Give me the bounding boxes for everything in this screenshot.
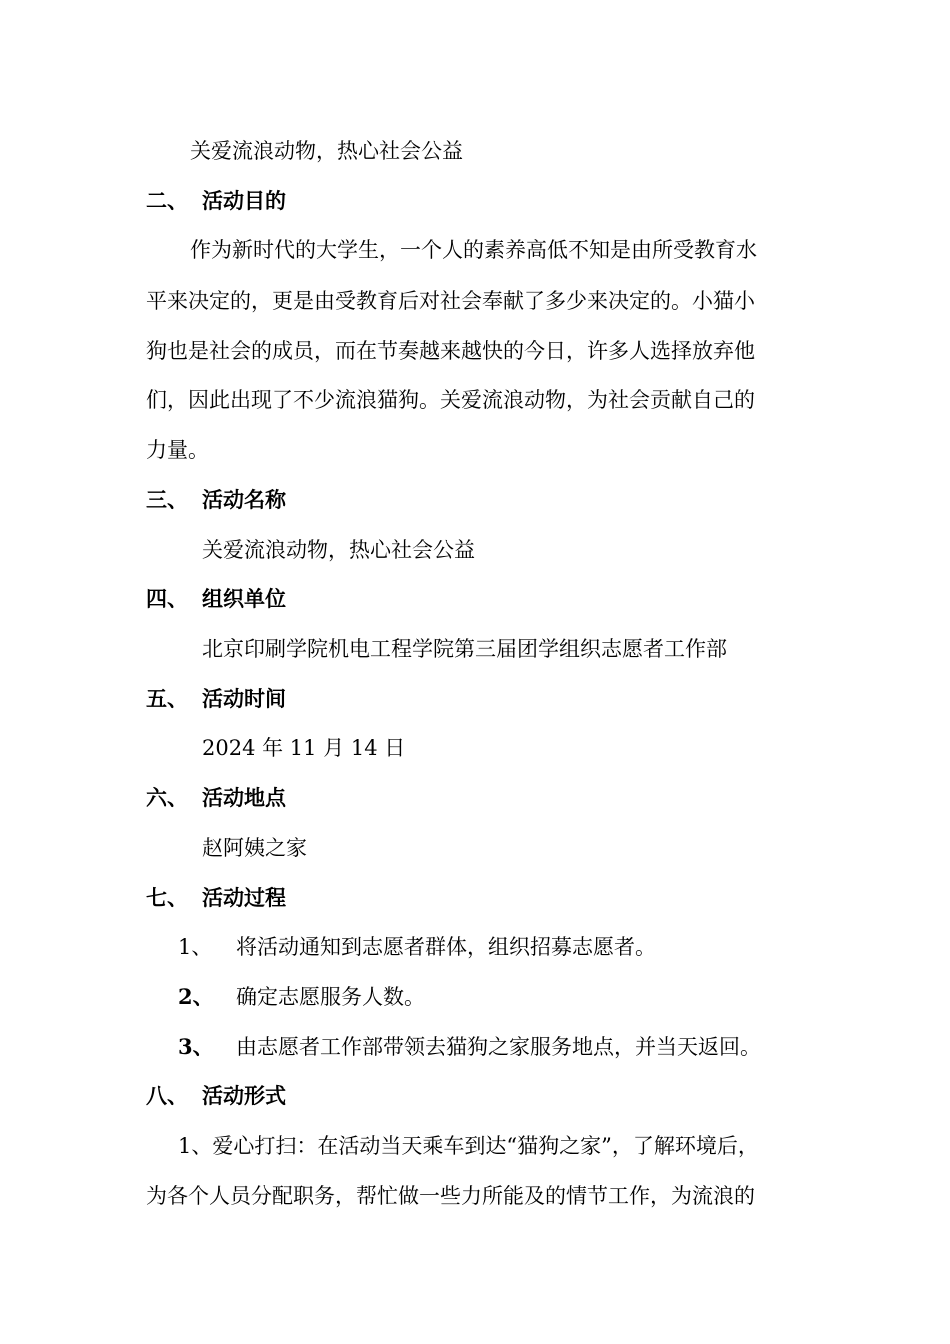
list-item-number: 1、 [178,935,213,959]
section-content: 赵阿姨之家 [202,836,307,860]
section-number: 八、 [146,1084,188,1108]
list-item-number: 2、 [178,984,214,1009]
section-number: 五、 [146,687,188,711]
section-number: 四、 [146,587,188,611]
paragraph-line: 1、爱心打扫：在活动当天乘车到达“猫狗之家”，了解环境后， [178,1134,759,1158]
section-content: 关爱流浪动物，热心社会公益 [202,538,475,562]
section-number: 三、 [146,488,188,512]
section-number: 七、 [146,886,188,910]
paragraph-line: 们，因此出现了不少流浪猫狗。关爱流浪动物，为社会贡献自己的 [146,388,755,412]
section-number: 六、 [146,786,188,810]
section-content: 2024 年 11 月 14 日 [202,736,406,760]
section-title: 活动时间 [202,687,286,711]
paragraph-line: 平来决定的，更是由受教育后对社会奉献了多少来决定的。小猫小 [146,289,755,313]
paragraph-line: 作为新时代的大学生，一个人的素养高低不知是由所受教育水 [190,238,757,262]
section-number: 二、 [146,189,188,213]
paragraph-line: 力量。 [146,438,209,462]
list-item-text: 将活动通知到志愿者群体，组织招募志愿者。 [236,935,656,959]
section-title: 活动地点 [202,786,286,810]
section-title: 活动形式 [202,1084,286,1108]
paragraph-line: 为各个人员分配职务，帮忙做一些力所能及的情节工作，为流浪的 [146,1184,755,1208]
section-title: 活动过程 [202,886,286,910]
section-title: 组织单位 [202,587,286,611]
list-item-text: 确定志愿服务人数。 [236,985,425,1009]
intro-line: 关爱流浪动物，热心社会公益 [190,139,463,163]
section-content: 北京印刷学院机电工程学院第三届团学组织志愿者工作部 [202,637,727,661]
paragraph-line: 狗也是社会的成员，而在节奏越来越快的今日，许多人选择放弃他 [146,339,755,363]
section-title: 活动目的 [202,189,286,213]
list-item-text: 由志愿者工作部带领去猫狗之家服务地点，并当天返回。 [236,1035,761,1059]
list-item-number: 3、 [178,1034,214,1059]
section-title: 活动名称 [202,488,286,512]
